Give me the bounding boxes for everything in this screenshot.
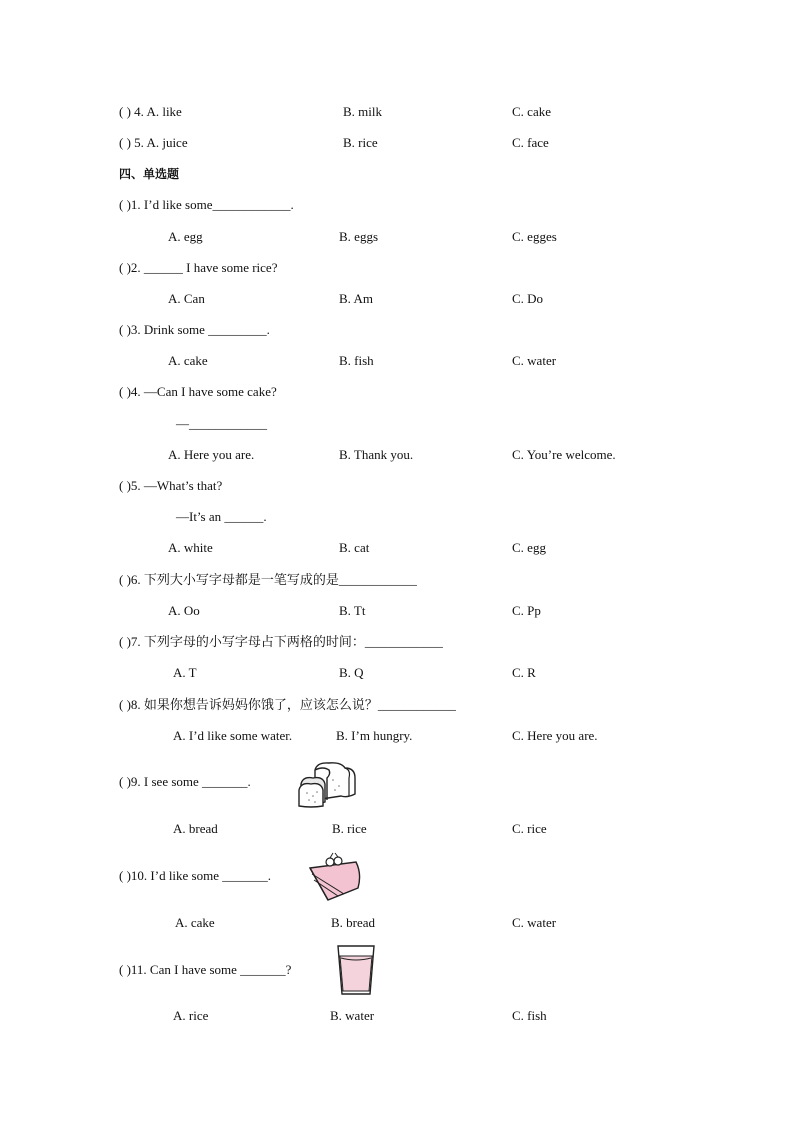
- cake-icon: [306, 852, 364, 902]
- question-5-option-c: C. egg: [512, 540, 546, 555]
- question-11-option-a: A. rice: [173, 1008, 209, 1023]
- question-2-option-a: A. Can: [168, 291, 205, 306]
- question-2-option-c: C. Do: [512, 291, 544, 306]
- question-4-option-b: B. Thank you.: [339, 447, 414, 462]
- prev-question-4-option-b: B. milk: [343, 104, 383, 119]
- question-11-stem: ( )11. Can I have some _______?: [119, 962, 292, 977]
- question-8-stem: ( )8. 如果你想告诉妈妈你饿了，应该怎么说？____________: [119, 697, 456, 712]
- question-3-option-c: C. water: [512, 353, 557, 368]
- bread-icon: [295, 760, 361, 808]
- question-9-option-c: C. rice: [512, 821, 547, 836]
- question-3-stem: ( )3. Drink some _________.: [119, 322, 270, 337]
- question-8-option-b: B. I’m hungry.: [336, 728, 413, 743]
- question-11-option-b: B. water: [330, 1008, 375, 1023]
- question-1-stem: ( )1. I’d like some____________.: [119, 197, 294, 212]
- question-9-option-a: A. bread: [173, 821, 218, 836]
- question-8-option-a: A. I’d like some water.: [173, 728, 293, 743]
- question-10-option-a: A. cake: [175, 915, 215, 930]
- question-2-option-b: B. Am: [339, 291, 373, 306]
- question-5-option-a: A. white: [168, 540, 213, 555]
- question-7-option-b: B. Q: [339, 665, 364, 680]
- prev-question-4-option-c: C. cake: [512, 104, 551, 119]
- question-4-option-a: A. Here you are.: [168, 447, 255, 462]
- question-10-option-c: C. water: [512, 915, 557, 930]
- prev-question-5: ( ) 5. A. juice: [119, 135, 188, 150]
- question-4-reply: —____________: [176, 416, 267, 431]
- question-1-option-c: C. egges: [512, 229, 557, 244]
- question-10-option-b: B. bread: [331, 915, 376, 930]
- question-7-option-c: C. R: [512, 665, 536, 680]
- question-3-option-b: B. fish: [339, 353, 374, 368]
- question-5-reply: —It’s an ______.: [176, 509, 267, 524]
- question-1-option-b: B. eggs: [339, 229, 378, 244]
- question-9-stem: ( )9. I see some _______.: [119, 774, 251, 789]
- question-7-stem: ( )7. 下列字母的小写字母占下两格的时间：____________: [119, 634, 443, 649]
- question-6-option-b: B. Tt: [339, 603, 366, 618]
- question-1-option-a: A. egg: [168, 229, 203, 244]
- question-5-stem: ( )5. —What’s that?: [119, 478, 223, 493]
- water-glass-icon: [335, 944, 377, 996]
- question-5-option-b: B. cat: [339, 540, 370, 555]
- prev-question-4: ( ) 4. A. like: [119, 104, 182, 119]
- question-4-option-c: C. You’re welcome.: [512, 447, 616, 462]
- question-8-option-c: C. Here you are.: [512, 728, 598, 743]
- prev-question-5-option-c: C. face: [512, 135, 549, 150]
- question-7-option-a: A. T: [173, 665, 197, 680]
- section-title: 四、单选题: [119, 167, 180, 181]
- question-6-stem: ( )6. 下列大小写字母都是一笔写成的是____________: [119, 572, 417, 587]
- question-3-option-a: A. cake: [168, 353, 208, 368]
- prev-question-5-option-b: B. rice: [343, 135, 378, 150]
- question-6-option-c: C. Pp: [512, 603, 541, 618]
- question-6-option-a: A. Oo: [168, 603, 200, 618]
- question-4-stem: ( )4. —Can I have some cake?: [119, 384, 277, 399]
- question-9-option-b: B. rice: [332, 821, 367, 836]
- question-2-stem: ( )2. ______ I have some rice?: [119, 260, 278, 275]
- question-10-stem: ( )10. I’d like some _______.: [119, 868, 272, 883]
- question-11-option-c: C. fish: [512, 1008, 547, 1023]
